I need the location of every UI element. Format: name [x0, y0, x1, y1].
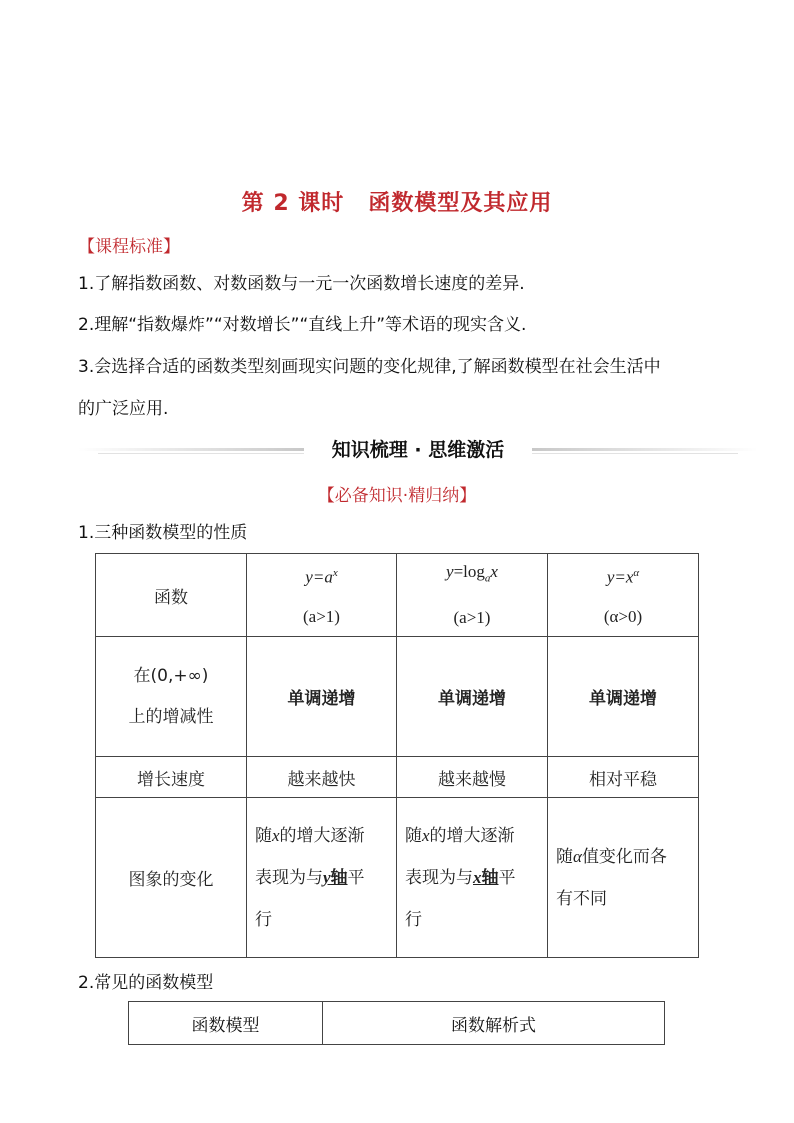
function-model-properties-table [95, 553, 699, 958]
graph-exp-axis-word: 轴 [330, 867, 348, 888]
cell-logarithmic: $y=\log_ax$ (a>1) [397, 554, 548, 637]
cell-graph-label: 图象的变化 [96, 798, 247, 958]
cell-graph-pow [548, 798, 699, 958]
pow-condition: (α>0) [603, 607, 643, 627]
section-banner-text: 知识梳理 · 思维激活 [331, 439, 505, 461]
graph-log-l1-post: 的增大逐渐 [429, 825, 515, 846]
page-title [0, 186, 794, 217]
standard-item-3-line-1: 3.会选择合适的函数类型刻画现实问题的变化规律,了解函数模型在社会生活中 [78, 357, 661, 377]
log-condition: (a>1) [453, 608, 491, 628]
part1-heading: 1.三种函数模型的性质 [78, 523, 248, 543]
lesson-title: 函数模型及其应用 [368, 191, 553, 216]
graph-pow-l2: 有不同 [556, 888, 607, 909]
exp-expr-pre: y= [305, 567, 325, 587]
table-row-monotonicity [96, 637, 699, 757]
cell-graph-exp [247, 798, 397, 958]
graph-log-l2-post: 平 [498, 867, 516, 888]
graph-log-axis: x [473, 867, 482, 887]
exp-sup: x [332, 566, 338, 579]
cell-expression-header: 函数解析式 [323, 1002, 665, 1045]
table-row-header [129, 1002, 665, 1045]
cell-power [548, 554, 699, 637]
table-row-graph-change [96, 798, 699, 958]
exp-base: a [324, 567, 333, 587]
pow-sup: α [633, 566, 640, 579]
graph-log-l3: 行 [405, 909, 422, 930]
pow-expr-pre: y= [606, 567, 626, 587]
common-function-models-table [128, 1001, 665, 1045]
sub-banner: 【必备知识·精归纳】 [317, 486, 477, 506]
table-row-header [96, 554, 699, 637]
cell-exponential [247, 554, 397, 637]
graph-exp-l1-post: 的增大逐渐 [279, 825, 365, 846]
cell-monotonicity-exp: 单调递增 [247, 637, 397, 757]
graph-log-l2-pre: 表现为与 [405, 867, 473, 888]
graph-exp-l3: 行 [255, 909, 272, 930]
graph-exp-axis: y [323, 867, 331, 887]
cell-growth-exp: 越来越快 [247, 757, 397, 798]
lesson-number: 第 2 课时 [241, 191, 345, 216]
graph-log-l1-var: x [422, 825, 430, 845]
log-var: x [490, 561, 498, 581]
cell-model-header: 函数模型 [129, 1002, 323, 1045]
cell-growth-pow: 相对平稳 [548, 757, 699, 798]
part2-heading: 2.常见的函数模型 [78, 973, 214, 993]
graph-exp-l2-post: 平 [347, 867, 365, 888]
cell-monotonicity-pow: 单调递增 [548, 637, 699, 757]
monotonicity-label-a: 在(0,+∞) [133, 666, 209, 686]
curriculum-standard-heading: 【课程标准】 [78, 237, 180, 257]
table-row-growth-speed [96, 757, 699, 798]
standard-item-2: 2.理解“指数爆炸”“对数增长”“直线上升”等术语的现实含义. [78, 315, 527, 335]
cell-monotonicity-label [96, 637, 247, 757]
standard-item-1: 1.了解指数函数、对数函数与一元一次函数增长速度的差异. [78, 274, 525, 294]
graph-pow-l1-pre: 随 [556, 846, 573, 867]
cell-growth-log: 越来越慢 [397, 757, 548, 798]
graph-log-l1-pre: 随 [405, 825, 422, 846]
graph-exp-l2-pre: 表现为与 [255, 867, 323, 888]
cell-growth-label: 增长速度 [96, 757, 247, 798]
monotonicity-label-b: 上的增减性 [128, 707, 214, 727]
cell-monotonicity-log: 单调递增 [397, 637, 548, 757]
pow-base: x [625, 567, 634, 587]
graph-pow-l1-post: 值变化而各 [581, 846, 667, 867]
exp-condition: (a>1) [303, 607, 340, 627]
cell-function-header: 函数 [96, 554, 247, 637]
graph-log-axis-word: 轴 [481, 867, 499, 888]
standard-item-3-line-2: 的广泛应用. [78, 399, 169, 419]
section-banner [78, 432, 758, 466]
log-sub: a [484, 572, 491, 585]
graph-exp-l1-var: x [272, 825, 280, 845]
graph-exp-l1-pre: 随 [255, 825, 272, 846]
cell-graph-log [397, 798, 548, 958]
graph-pow-l1-var: α [573, 846, 582, 866]
